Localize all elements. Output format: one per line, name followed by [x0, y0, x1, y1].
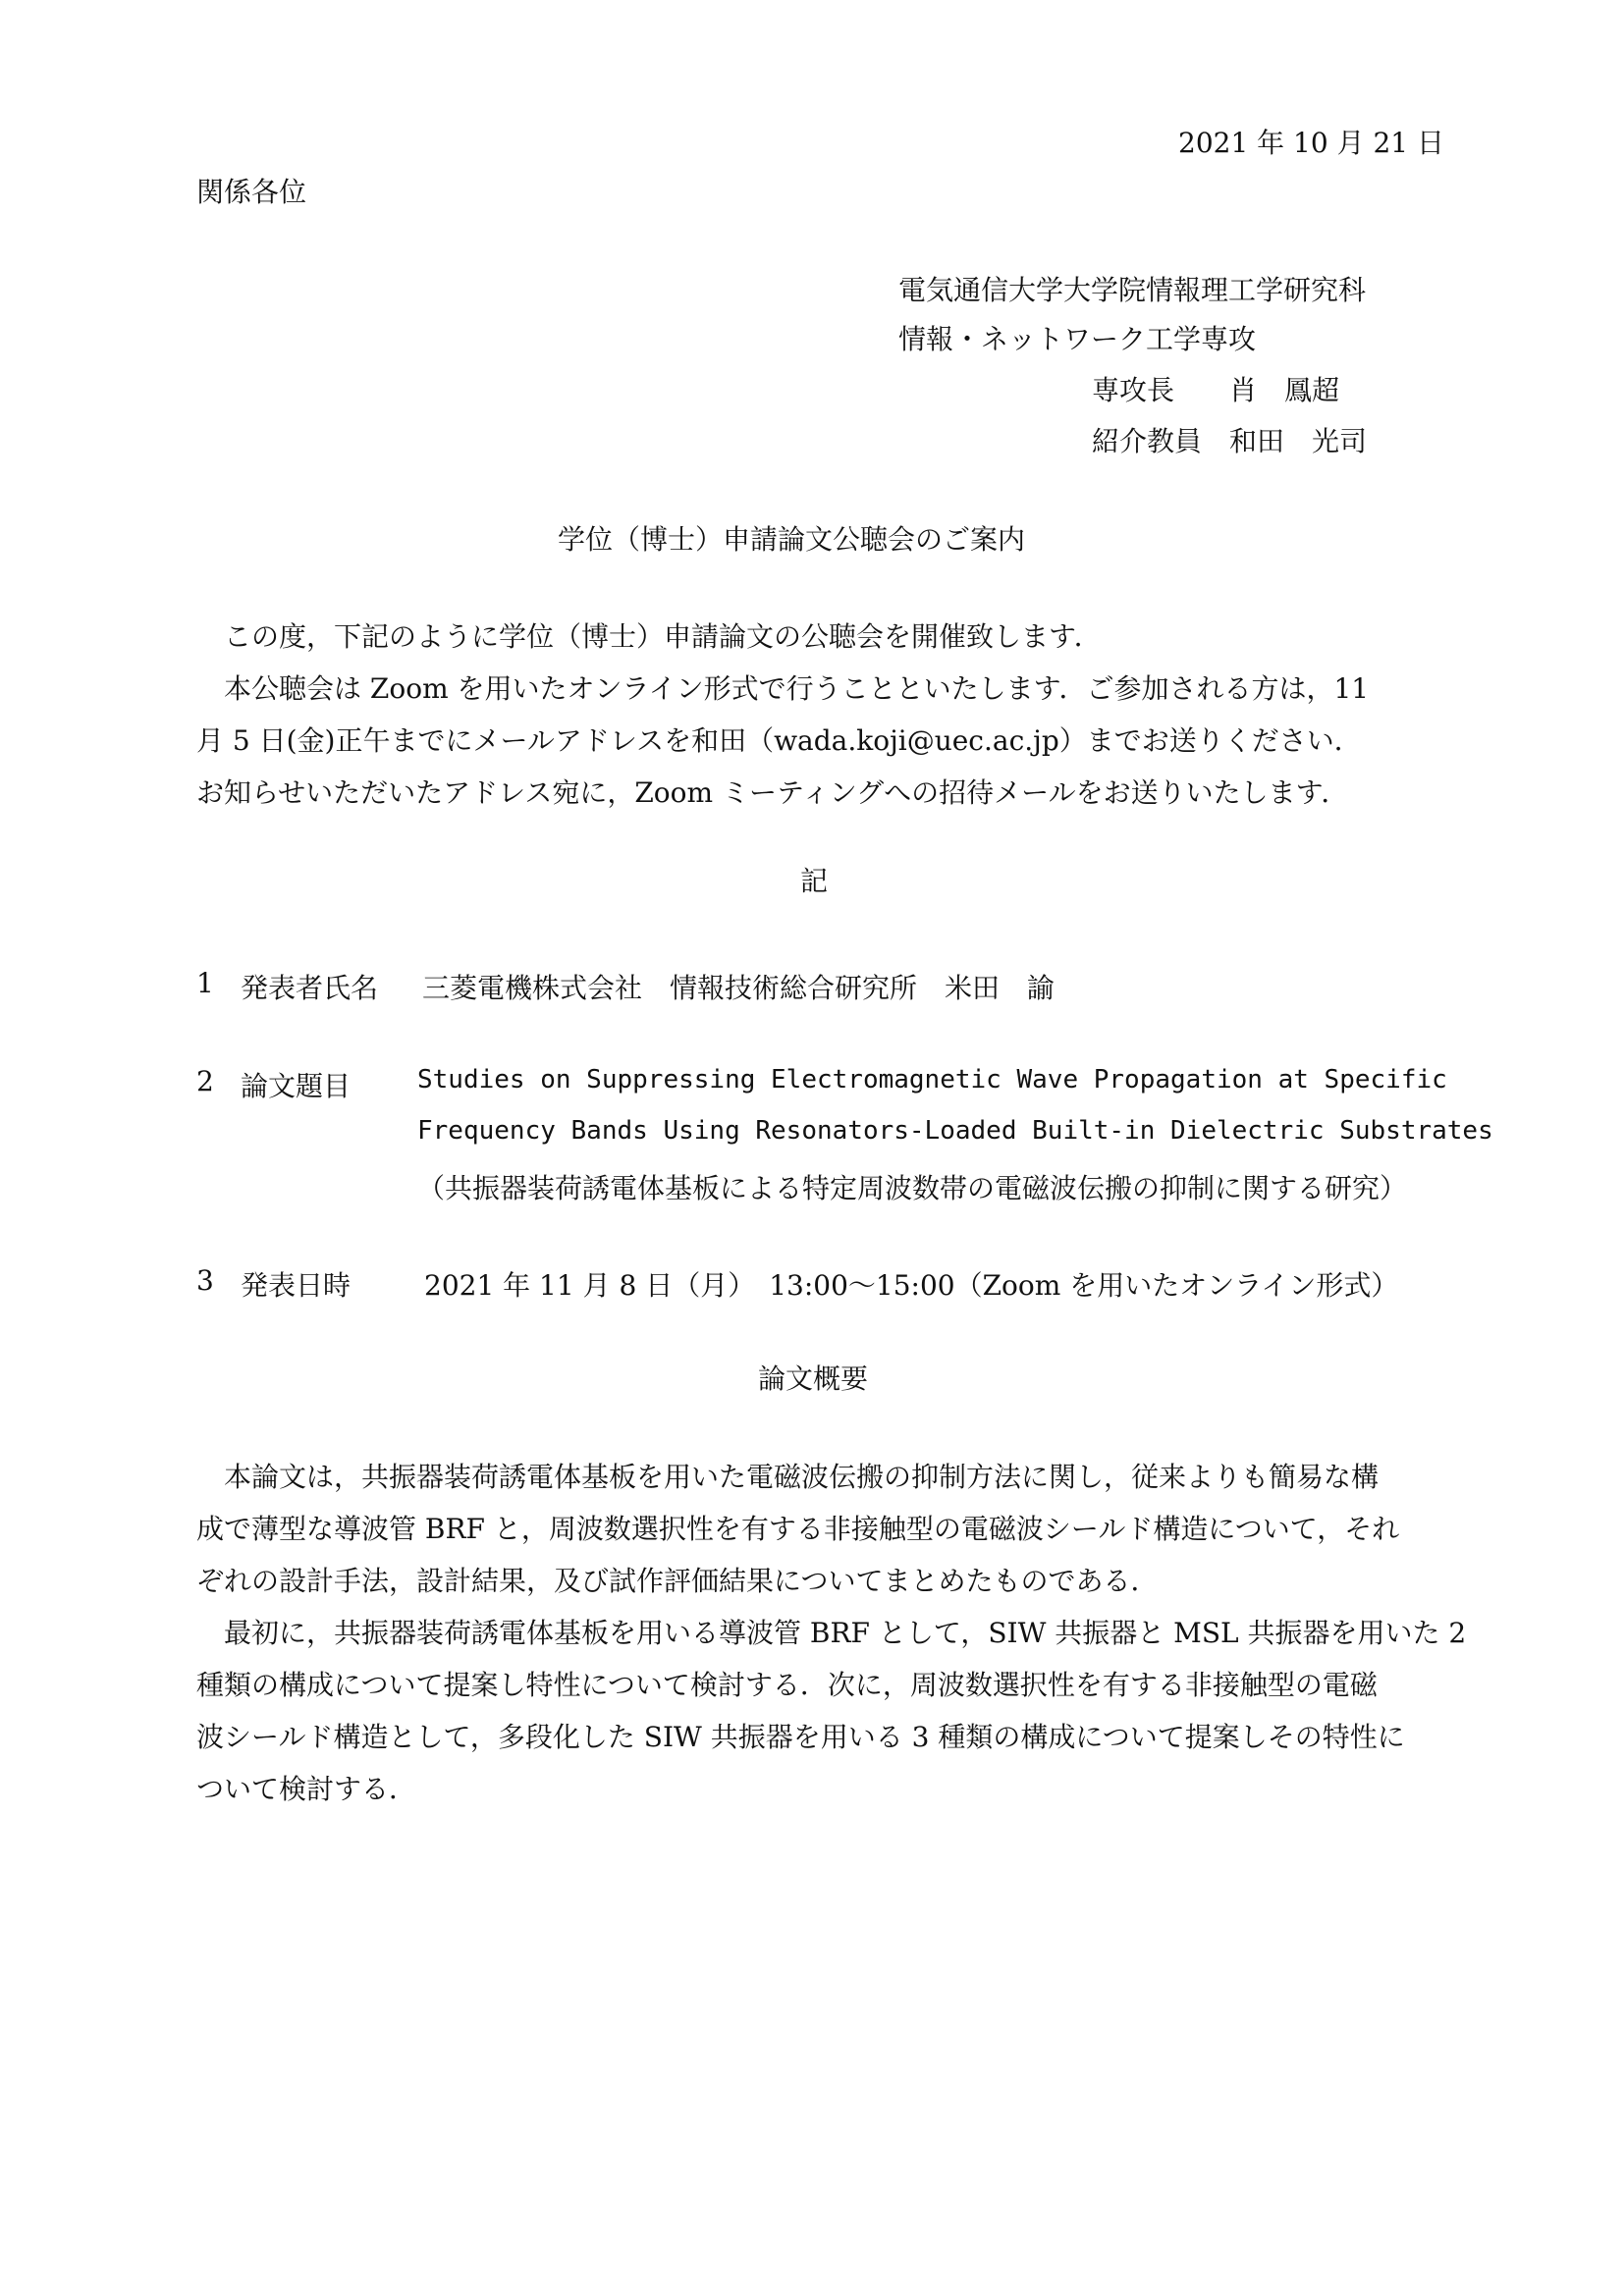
abstract-p1-line-3: ぞれの設計手法，設計結果，及び試作評価結果についてまとめたものである．: [196, 1565, 1159, 1597]
abstract-p2-line-1: 最初に，共振器装荷誘電体基板を用いる導波管 BRF として，SIW 共振器と MSL 共振器を用いた 2: [224, 1617, 1467, 1649]
item-number: 2: [196, 1065, 214, 1097]
abstract-p2-line-4: ついて検討する．: [196, 1773, 417, 1805]
thesis-title-line-2: Frequency Bands Using Resonators-Loaded Built-in Dielectric Substrates: [417, 1116, 1493, 1146]
thesis-title-japanese: （共振器装荷誘電体基板による特定周波数帯の電磁波伝搬の抑制に関する研究）: [417, 1172, 1408, 1204]
ki-heading: 記: [800, 865, 829, 897]
sender-department: 情報・ネットワーク工学専攻: [898, 323, 1257, 355]
item-label: 発表者氏名: [241, 972, 379, 1004]
sender-advisor: 紹介教員 和田 光司: [1092, 425, 1368, 457]
intro-paragraph-1: この度，下記のように学位（博士）申請論文の公聴会を開催致します．: [224, 620, 1102, 653]
intro-paragraph-2-line-1: 本公聴会は Zoom を用いたオンライン形式で行うことといたします．ご参加される方は，11: [224, 672, 1370, 705]
document-date: 2021 年 10 月 21 日: [1178, 127, 1445, 159]
item-number: 1: [196, 967, 214, 999]
addressee: 関係各位: [196, 176, 307, 208]
intro-paragraph-2-line-3: お知らせいただいたアドレス宛に，Zoom ミーティングへの招待メールをお送りいたします．: [196, 776, 1349, 809]
presenter-value: 三菱電機株式会社 情報技術総合研究所 米田 諭: [422, 972, 1056, 1004]
sender-organization: 電気通信大学大学院情報理工学研究科: [898, 274, 1367, 306]
abstract-p1-line-1: 本論文は，共振器装荷誘電体基板を用いた電磁波伝搬の抑制方法に関し，従来よりも簡易な構: [224, 1461, 1380, 1493]
document-title: 学位（博士）申請論文公聴会のご案内: [558, 523, 1026, 556]
abstract-p2-line-3: 波シールド構造として，多段化した SIW 共振器を用いる 3 種類の構成について提案しその特性に: [196, 1721, 1405, 1753]
intro-paragraph-2-line-2: 月 5 日(金)正午までにメールアドレスを和田（wada.koji@uec.ac.jp）までお送りください．: [196, 724, 1362, 757]
item-label: 発表日時: [241, 1269, 352, 1302]
item-number: 3: [196, 1264, 214, 1297]
item-label: 論文題目: [241, 1070, 352, 1102]
abstract-heading: 論文概要: [758, 1362, 869, 1395]
datetime-value: 2021 年 11 月 8 日（月） 13:00～15:00（Zoom を用いたオンライン形式）: [424, 1269, 1399, 1302]
abstract-p1-line-2: 成で薄型な導波管 BRF と，周波数選択性を有する非接触型の電磁波シールド構造について，それ: [196, 1513, 1400, 1545]
abstract-p2-line-2: 種類の構成について提案し特性について検討する．次に，周波数選択性を有する非接触型の電磁: [196, 1669, 1378, 1701]
sender-chair: 専攻長 肖 鳳超: [1092, 374, 1340, 406]
thesis-title-line-1: Studies on Suppressing Electromagnetic Wave Propagation at Specific: [417, 1065, 1447, 1095]
